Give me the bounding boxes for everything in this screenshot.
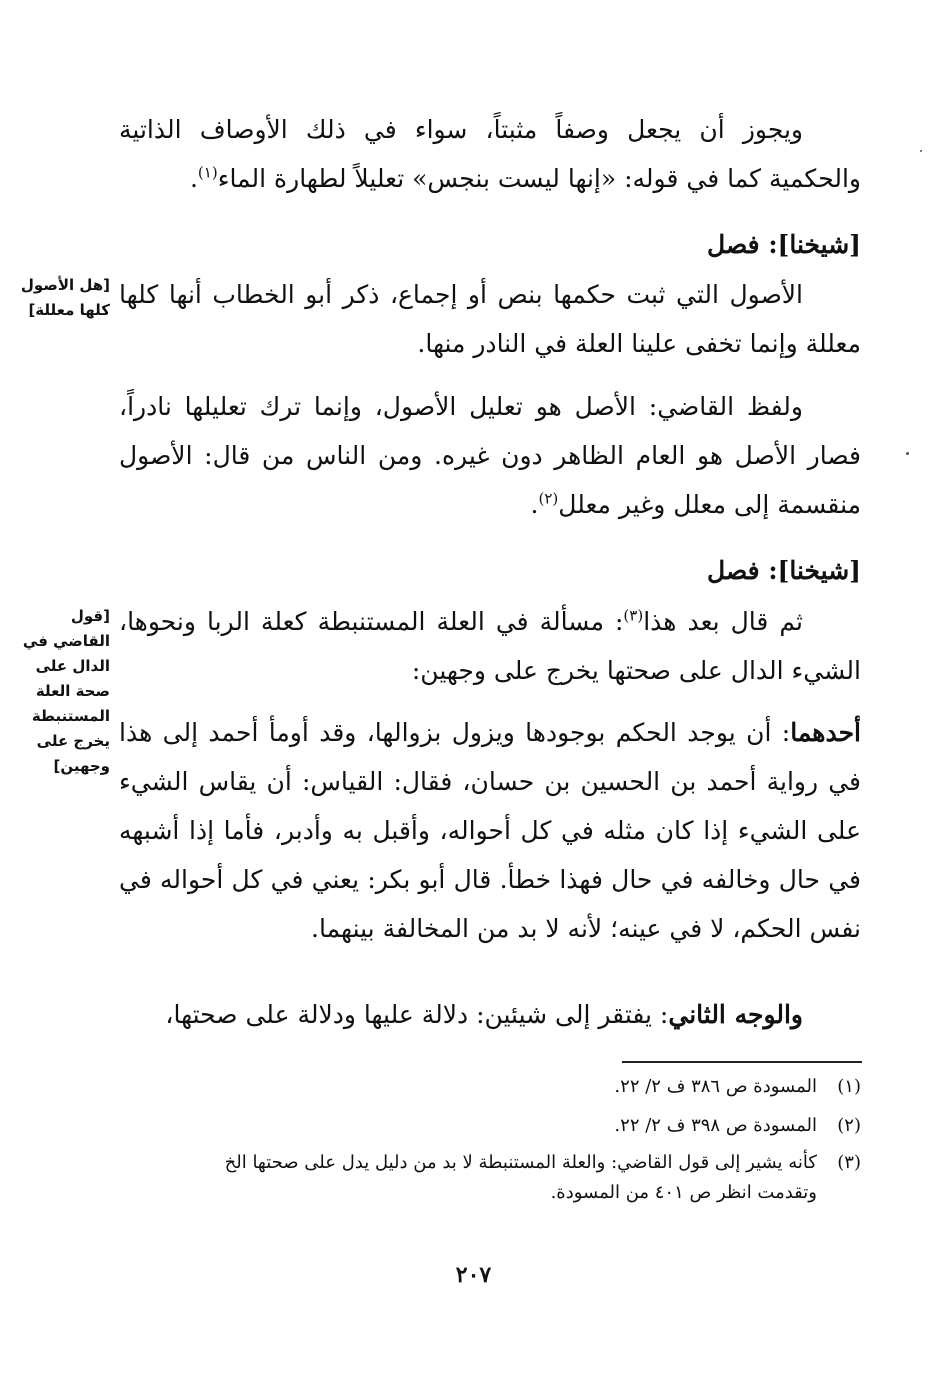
section2-paragraph-3: والوجه الثاني: يفتقر إلى شيئين: دلالة عليها ودلالة على صحتها، <box>165 1000 803 1029</box>
scan-speck <box>906 452 909 455</box>
side-note-1: [هل الأصول كلها معللة] <box>20 276 110 319</box>
footnote-separator <box>622 1061 862 1063</box>
footnote-ref-1[interactable]: (١) <box>197 163 218 182</box>
section2-paragraph-2: أحدهما: أن يوجد الحكم بوجودها ويزول بزوالها، وقد أومأ أحمد إلى هذا في رواية أحمد بن الحسين بن حسان، فقال: القياس: أن يقاس الشيء على الشيء إذا كان مثله في كل أحواله، وأقبل به وأدبر، فأما إذا أشبهه في حال وخالفه في حال فهذا خطأ. قال أبو بكر: يعني في كل أحواله في نفس الحكم، لا في عينه؛ لأنه لا بد من المخالفة بينهما. <box>119 718 861 943</box>
section2-paragraph-1: ثم قال بعد هذا$^{(٣)}$: مسألة في العلة المستنبطة كعلة الربا ونحوها، الشيء الدال على صحتها يخرج على وجهين: <box>119 606 861 685</box>
footnote-2: (٢)المسودة ص ٣٩٨ ف ٢/ ٢٢. <box>614 1115 861 1136</box>
scan-speck <box>920 150 922 152</box>
section-heading-1: [شيخنا]: فصل <box>707 230 861 259</box>
intro-text: ويجوز أن يجعل وصفاً مثبتاً، سواء في ذلك الأوصاف الذاتية والحكمية كما في قوله: «إنها ليست بنجس» تعليلاً لطهارة الماء <box>119 115 861 193</box>
section1-paragraph-1: الأصول التي ثبت حكمها بنص أو إجماع، ذكر أبو الخطاب أنها كلها معللة وإنما تخفى علينا العلة في النادر منها. <box>119 280 861 358</box>
side-note-2: [قول القاضي في الدال على صحة العلة المستنبطة يخرج على وجهين] <box>22 607 110 775</box>
footnote-3: (٣)كأنه يشير إلى قول القاضي: والعلة المستنبطة لا بد من دليل يدل على صحتها الخ وتقدمت انظر ص ٤٠١ من المسودة. <box>224 1152 861 1203</box>
section1-paragraph-2: ولفظ القاضي: الأصل هو تعليل الأصول، وإنما ترك تعليلها نادراً، فصار الأصل هو العام الظاهر دون غيره. ومن الناس من قال: الأصول منقسمة إلى معلل وغير معلل$^{(٢)}$. <box>119 392 861 519</box>
footnote-ref-2[interactable]: (٢) <box>538 489 559 508</box>
lead-word-first: أحدهما <box>790 718 861 747</box>
paragraph-intro: ويجوز أن يجعل وصفاً مثبتاً، سواء في ذلك الأوصاف الذاتية والحكمية كما في قوله: «إنها ليست بنجس» تعليلاً لطهارة الماء$^{(١)}$. <box>119 115 861 193</box>
footnote-ref-3[interactable]: (٣) <box>623 606 644 625</box>
page-number: ٢٠٧ <box>455 1262 492 1288</box>
section-heading-2: [شيخنا]: فصل <box>707 556 861 585</box>
lead-word-second: والوجه الثاني <box>668 1000 803 1029</box>
footnote-1: (١)المسودة ص ٣٨٦ ف ٢/ ٢٢. <box>614 1076 861 1097</box>
